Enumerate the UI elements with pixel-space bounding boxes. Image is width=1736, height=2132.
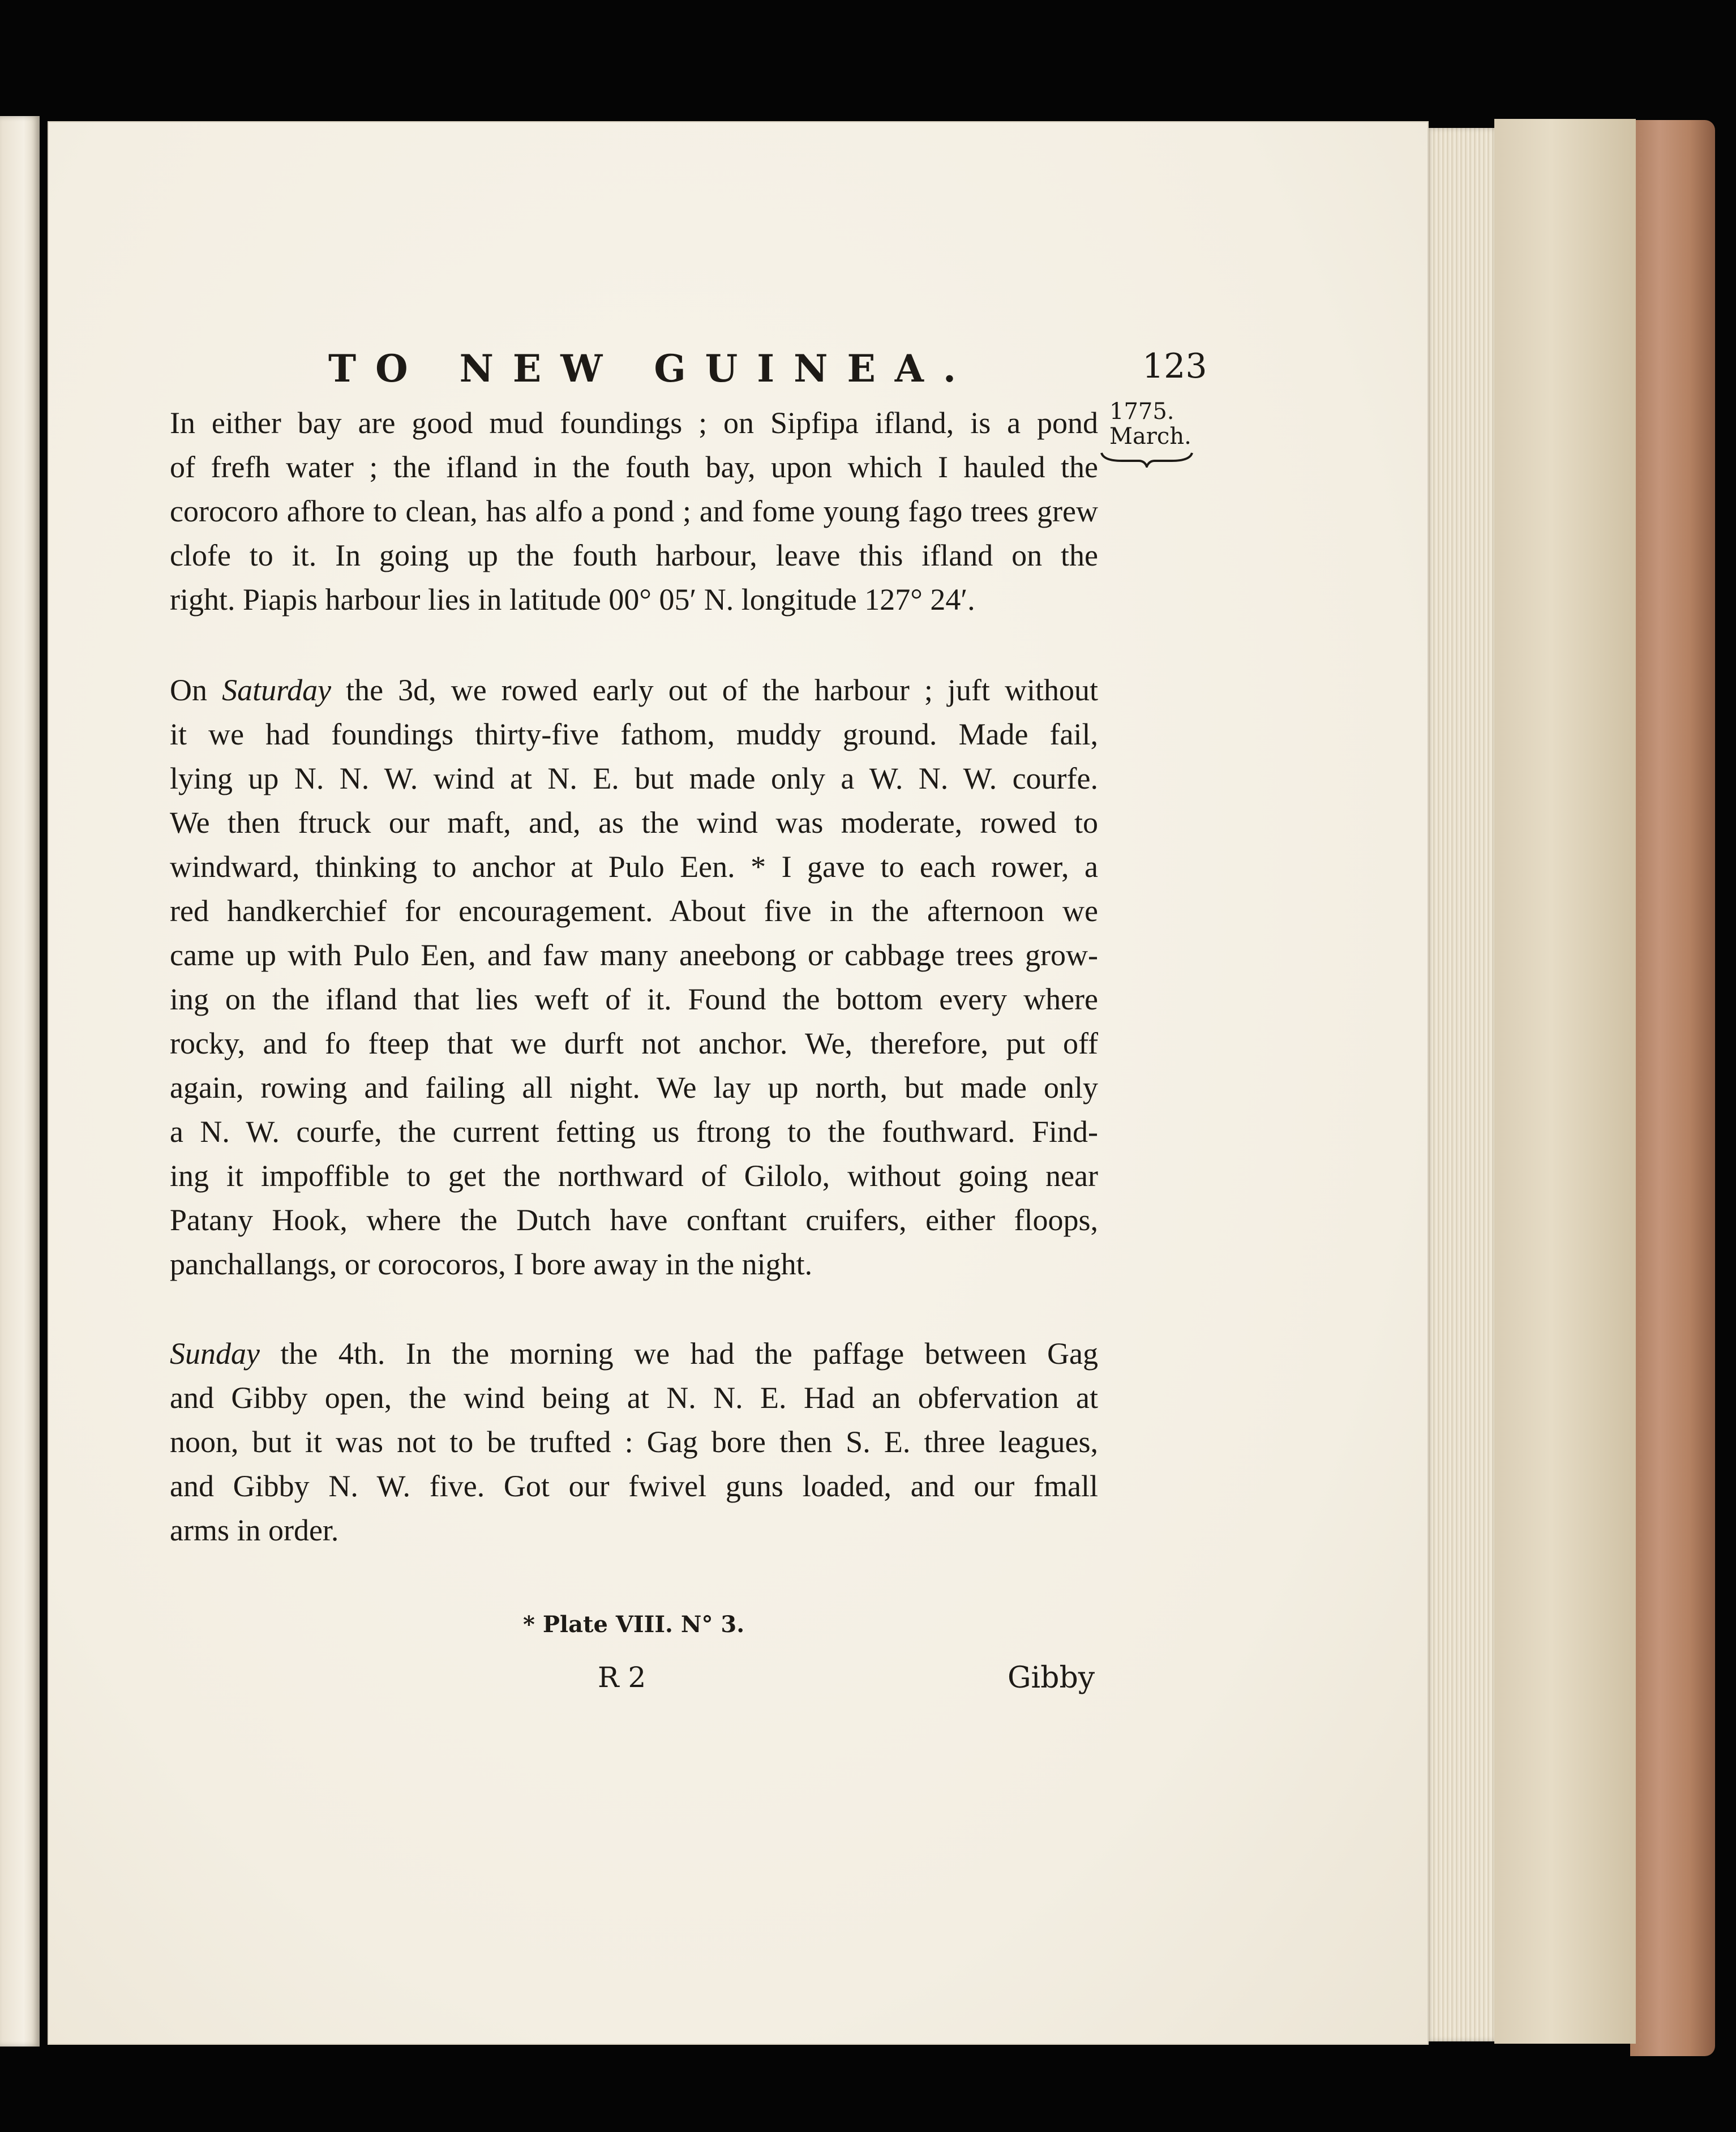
text-line: ing on the ifland that lies weft of it. Found the bottom every where — [170, 982, 1098, 1016]
text-line — [170, 673, 1098, 708]
text-line: clofe to it. In going up the fouth harbour, leave this ifland on the — [170, 538, 1098, 572]
text-line: panchallangs, or corocoros, I bore away in the night. — [170, 1247, 813, 1281]
facing-page-edge — [0, 116, 40, 2047]
text-line: ing it impoffible to get the northward of Gilolo, without going near — [170, 1159, 1098, 1193]
text-fragment: the 3d, we rowed early out of the harbour ; juft without — [331, 673, 1098, 707]
text-line: rocky, and fo fteep that we durft not anchor. We, therefore, put off — [170, 1026, 1098, 1060]
catchword: Gibby — [1008, 1661, 1095, 1695]
text-line: arms in order. — [170, 1513, 339, 1547]
page-stack-edge — [1426, 128, 1494, 2041]
text-line: red handkerchief for encouragement. About five in the afternoon we — [170, 894, 1098, 928]
margin-note-year: 1775. — [1109, 399, 1175, 425]
text-line: In either bay are good mud foundings ; on Sipfipa ifland, is a pond — [170, 406, 1098, 440]
text-line: windward, thinking to anchor at Pulo Een. * I gave to each rower, a — [170, 850, 1098, 884]
italic-day-name: Saturday — [222, 673, 332, 707]
text-line: right. Piapis harbour lies in latitude 00° 05′ N. longitude 127° 24′. — [170, 583, 975, 617]
page-number: 123 — [1142, 346, 1207, 386]
text-fragment: On — [170, 673, 222, 707]
text-fragment: the 4th. In the morning we had the paffage between Gag — [259, 1337, 1098, 1371]
text-line: lying up N. N. W. wind at N. E. but made only a W. N. W. courfe. — [170, 761, 1098, 795]
text-line — [170, 1336, 1098, 1371]
text-line: a N. W. courfe, the current fetting us ftrong to the fouthward. Find- — [170, 1115, 1098, 1149]
signature-mark: R 2 — [598, 1661, 646, 1694]
running-head: TO NEW GUINEA. — [328, 346, 975, 391]
text-line: We then ftruck our maft, and, as the wind was moderate, rowed to — [170, 806, 1098, 840]
text-line: corocoro afhore to clean, has alfo a pond ; and fome young fago trees grew — [170, 494, 1098, 528]
text-line: came up with Pulo Een, and faw many aneebong or cabbage trees grow- — [170, 938, 1098, 972]
margin-brace-ornament — [1099, 451, 1194, 468]
text-line: noon, but it was not to be trufted : Gag bore then S. E. three leagues, — [170, 1425, 1098, 1459]
text-line: Patany Hook, where the Dutch have conftant cruifers, either floops, — [170, 1203, 1098, 1237]
text-line: it we had foundings thirty-five fathom, muddy ground. Made fail, — [170, 717, 1098, 751]
text-line: and Gibby open, the wind being at N. N. E. Had an obfervation at — [170, 1381, 1098, 1415]
leather-cover — [1630, 120, 1715, 2056]
margin-note-month: March. — [1109, 423, 1191, 449]
footnote: * Plate VIII. N° 3. — [523, 1611, 745, 1638]
text-line: and Gibby N. W. five. Got our fwivel guns loaded, and our fmall — [170, 1469, 1098, 1503]
book-fore-edge — [1494, 119, 1636, 2044]
italic-day-name: Sunday — [170, 1337, 260, 1371]
text-line: of frefh water ; the ifland in the fouth bay, upon which I hauled the — [170, 450, 1098, 484]
text-line: again, rowing and failing all night. We lay up north, but made only — [170, 1071, 1098, 1104]
